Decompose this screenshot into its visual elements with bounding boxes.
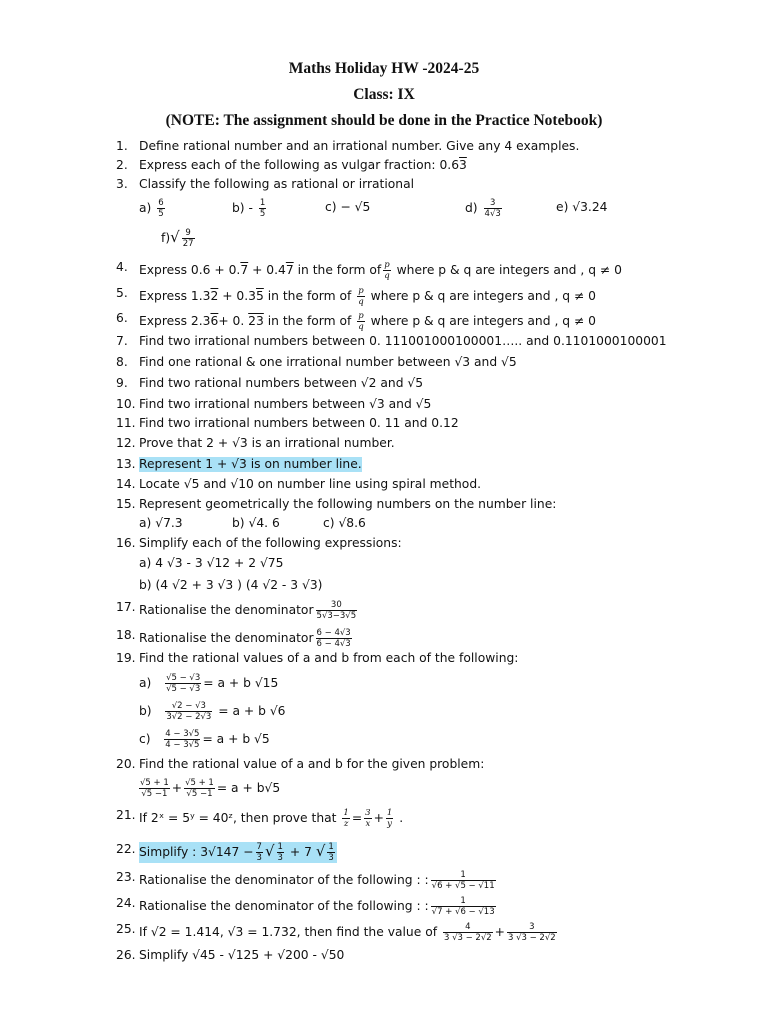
question-number: 2. bbox=[116, 158, 128, 172]
question-text: Find one rational & one irrational number between √3 and √5 bbox=[139, 355, 517, 369]
fraction: $\frac{4}{3 √3 - 2√2}$ bbox=[443, 922, 492, 943]
fraction: $\frac{6}{5}$ bbox=[158, 198, 164, 219]
fraction: $\frac{√5 - √3}{√5 - √3}$ bbox=[166, 673, 201, 694]
fraction: $\frac{3}{x}$ bbox=[365, 808, 371, 829]
fraction: $\frac{p}{q}$ bbox=[384, 260, 390, 281]
question-text: Find two rational numbers between √2 and √5 bbox=[139, 376, 424, 390]
q15-option-b: b) √4. 6 bbox=[232, 516, 280, 530]
question-number: 9. bbox=[116, 376, 128, 390]
q15-option-a: a) √7.3 bbox=[139, 516, 183, 530]
q3-option-e: e) √3.24 bbox=[556, 200, 608, 214]
question-number: 6. bbox=[116, 311, 128, 325]
fraction: $\frac{√2 - √3}{3√2 - 2√3}$ bbox=[166, 701, 212, 722]
q3-option-b: b) - $\frac{1}{5}$ bbox=[232, 198, 266, 219]
question-text: Classify the following as rational or irrational bbox=[139, 177, 415, 191]
question-number: 10. bbox=[116, 397, 136, 411]
fraction: $\frac{1}{3}$ bbox=[277, 842, 283, 863]
highlighted-question-text: Simplify : 3√147 − $\frac{7}{3}$ √ $\frac{1}{3}$ + 7 √ $\frac{1}{3}$ bbox=[139, 842, 337, 863]
fraction: $\frac{30}{5√3-3√5}$ bbox=[316, 600, 357, 621]
worksheet-title: Maths Holiday HW -2024-25 bbox=[288, 60, 480, 77]
q3-option-a: a) $\frac{6}{5}$ bbox=[139, 198, 164, 219]
class-label: Class: IX bbox=[353, 86, 415, 103]
q16-option-b: b) (4 √2 + 3 √3 ) (4 √2 - 3 √3) bbox=[139, 578, 323, 592]
question-number: 3. bbox=[116, 177, 128, 191]
question-number: 7. bbox=[116, 334, 128, 348]
question-number: 13. bbox=[116, 457, 136, 471]
question-number: 12. bbox=[116, 436, 136, 450]
question-number: 26. bbox=[116, 948, 136, 962]
q3-option-f: f)√ $\frac{9}{27}$ bbox=[161, 228, 194, 249]
q20-equation: $\frac{√5 + 1}{√5 -1}$ + $\frac{√5 + 1}{√5 -1}$ = a + b√5 bbox=[140, 778, 281, 799]
question-text: Locate √5 and √10 on number line using spiral method. bbox=[139, 477, 482, 491]
question-number: 1. bbox=[116, 139, 128, 153]
root-sign: √ bbox=[315, 842, 326, 860]
q3-option-d: d) $\frac{3}{4√3}$ bbox=[465, 198, 501, 219]
q19-option-c: c) $\frac{4 - 3√5}{4 - 3√5}$ = a + b √5 bbox=[139, 729, 270, 750]
question-number: 5. bbox=[116, 286, 128, 300]
fraction: $\frac{3}{4√3}$ bbox=[484, 198, 501, 219]
fraction: $\frac{p}{q}$ bbox=[358, 286, 364, 307]
question-text: Define rational number and an irrational number. Give any 4 examples. bbox=[139, 139, 580, 153]
question-number: 18. bbox=[116, 628, 136, 642]
question-number: 22. bbox=[116, 842, 136, 856]
question-number: 15. bbox=[116, 497, 136, 511]
question-text: Simplify √45 - √125 + √200 - √50 bbox=[139, 948, 345, 962]
question-text: Represent geometrically the following numbers on the number line: bbox=[139, 497, 557, 511]
fraction: $\frac{9}{27}$ bbox=[182, 228, 194, 249]
fraction: $\frac{p}{q}$ bbox=[358, 311, 364, 332]
q3-option-c: c) − √5 bbox=[325, 200, 371, 214]
recurring-digit: 3 bbox=[459, 158, 467, 172]
question-text: Find the rational values of a and b from each of the following: bbox=[139, 651, 519, 665]
question-text: Express 2.36+ 0. 23 in the form of $\frac{p}{q}$ where p & q are integers and , q ≠ 0 bbox=[139, 311, 597, 332]
q19-option-a: a) $\frac{√5 - √3}{√5 - √3}$ = a + b √15 bbox=[139, 673, 279, 694]
question-text: Find two irrational numbers between 0. 111001000100001….. and 0.1101000100001 bbox=[139, 334, 667, 348]
fraction: $\frac{√5 + 1}{√5 -1}$ bbox=[140, 778, 169, 799]
fraction: $\frac{1}{3}$ bbox=[328, 842, 334, 863]
question-text: Prove that 2 + √3 is an irrational number. bbox=[139, 436, 395, 450]
fraction: $\frac{1}{√6 + √5 - √11}$ bbox=[431, 870, 495, 891]
highlighted-question-text: Represent 1 + √3 is on number line. bbox=[139, 457, 362, 471]
q16-option-a: a) 4 √3 - 3 √12 + 2 √75 bbox=[139, 556, 284, 570]
question-text: Find the rational value of a and b for the given problem: bbox=[139, 757, 485, 771]
question-number: 11. bbox=[116, 416, 136, 430]
question-text: Simplify each of the following expressions: bbox=[139, 536, 402, 550]
fraction: $\frac{1}{y}$ bbox=[386, 808, 393, 829]
fraction: $\frac{7}{3}$ bbox=[256, 842, 262, 863]
question-number: 4. bbox=[116, 260, 128, 274]
question-number: 20. bbox=[116, 757, 136, 771]
question-text: Find two irrational numbers between 0. 11 and 0.12 bbox=[139, 416, 459, 430]
question-number: 19. bbox=[116, 651, 136, 665]
root-sign: √ bbox=[170, 228, 180, 246]
q15-option-c: c) √8.6 bbox=[323, 516, 366, 530]
question-number: 21. bbox=[116, 808, 136, 822]
question-number: 14. bbox=[116, 477, 136, 491]
question-text: If √2 = 1.414, √3 = 1.732, then find the value of $\frac{4}{3 √3 - 2√2}$ + $\frac{3}{3 √3 - 2√2}$ bbox=[139, 922, 556, 943]
question-number: 25. bbox=[116, 922, 136, 936]
question-text: Express 0.6 + 0.7 + 0.47 in the form of $\frac{p}{q}$ where p & q are integers and , q ≠ 0 bbox=[139, 260, 622, 281]
root-sign: √ bbox=[264, 842, 275, 860]
assignment-note: (NOTE: The assignment should be done in the Practice Notebook) bbox=[165, 112, 603, 129]
fraction: $\frac{1}{5}$ bbox=[259, 198, 266, 219]
question-text: Rationalise the denominator of the following : : $\frac{1}{√7 + √6 - √13}$ bbox=[139, 896, 495, 917]
question-text: Rationalise the denominator $\frac{30}{5√3-3√5}$ bbox=[139, 600, 357, 621]
fraction: $\frac{√5 + 1}{√5 -1}$ bbox=[185, 778, 214, 799]
question-text: Rationalise the denominator $\frac{6 - 4√3}{6 - 4√3}$ bbox=[139, 628, 351, 649]
q19-option-b: b) $\frac{√2 - √3}{3√2 - 2√3}$ = a + b √6 bbox=[139, 701, 286, 722]
question-number: 23. bbox=[116, 870, 136, 884]
fraction: $\frac{4 - 3√5}{4 - 3√5}$ bbox=[165, 729, 200, 750]
fraction: $\frac{1}{√7 + √6 - √13}$ bbox=[431, 896, 495, 917]
fraction: $\frac{3}{3 √3 - 2√2}$ bbox=[507, 922, 556, 943]
question-text: Express each of the following as vulgar fraction: 0.63 bbox=[139, 158, 467, 172]
fraction: $\frac{6 - 4√3}{6 - 4√3}$ bbox=[316, 628, 351, 649]
fraction: $\frac{1}{z}$ bbox=[343, 808, 349, 829]
question-number: 24. bbox=[116, 896, 136, 910]
question-text: If 2ˣ = 5ʸ = 40ᶻ, then prove that $\frac{1}{z}$ = $\frac{3}{x}$ + $\frac{1}{y}$ . bbox=[139, 808, 404, 829]
question-text: Rationalise the denominator of the following : : $\frac{1}{√6 + √5 - √11}$ bbox=[139, 870, 495, 891]
question-text: Find two irrational numbers between √3 and √5 bbox=[139, 397, 432, 411]
question-text: Express 1.32 + 0.35 in the form of $\frac{p}{q}$ where p & q are integers and , q ≠ 0 bbox=[139, 286, 597, 307]
question-number: 16. bbox=[116, 536, 136, 550]
question-number: 17. bbox=[116, 600, 136, 614]
question-number: 8. bbox=[116, 355, 128, 369]
